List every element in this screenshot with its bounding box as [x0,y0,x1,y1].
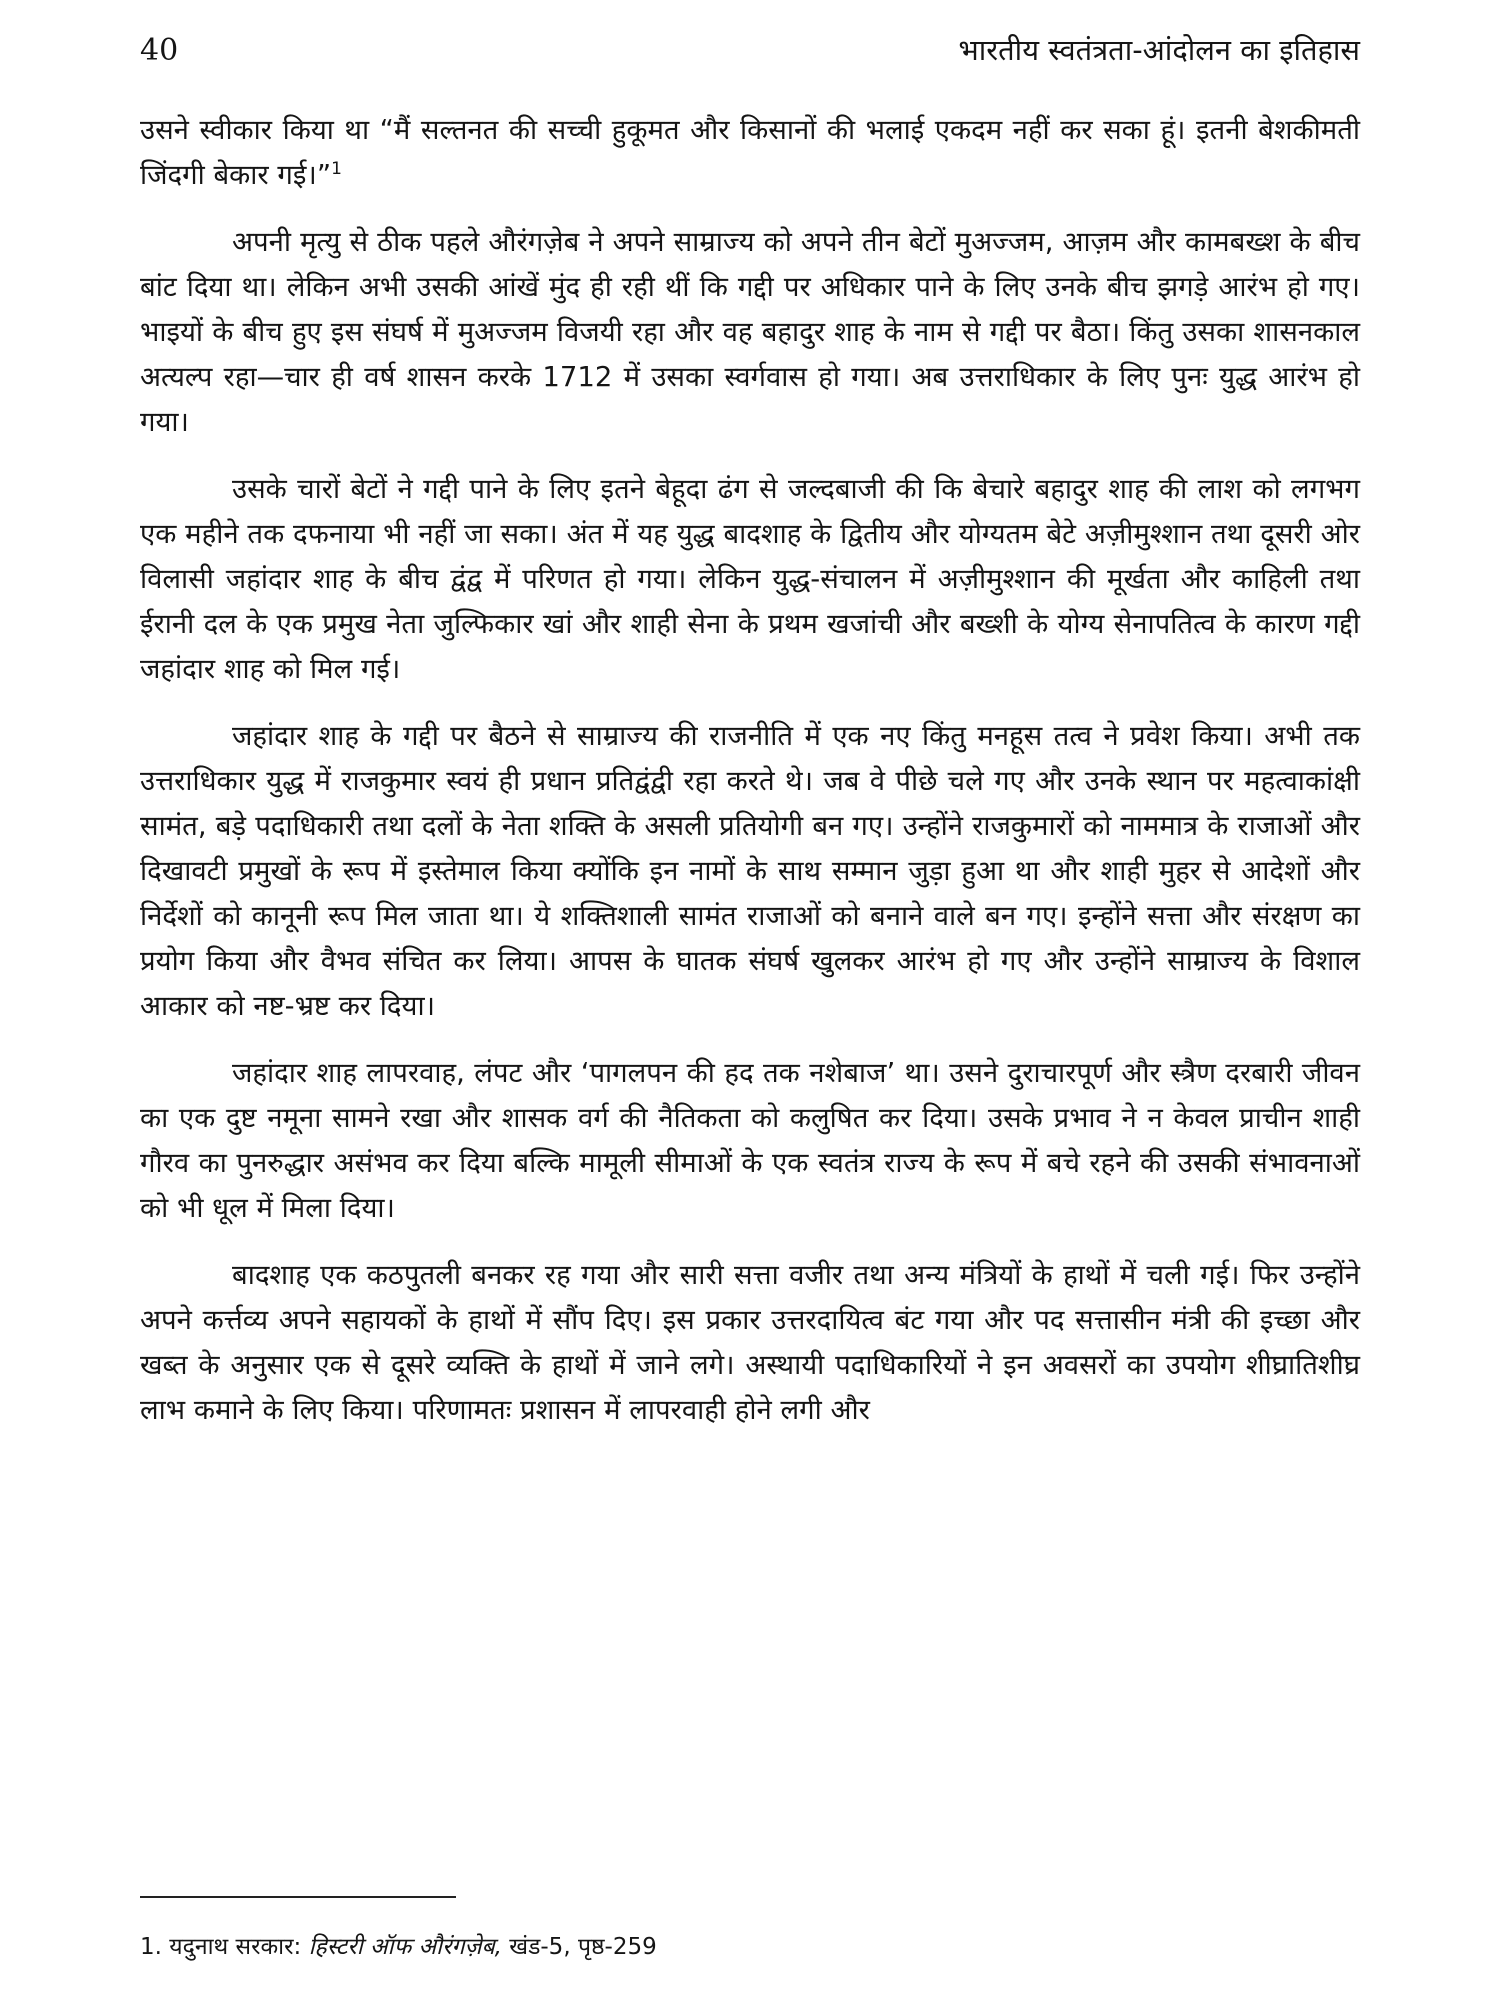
footnote-book-title: हिस्टरी ऑफ औरंगज़ेब, [308,1934,502,1960]
body-text [140,108,1360,1455]
paragraph-text: बादशाह एक कठपुतली बनकर रह गया और सारी सत्ता वजीर तथा अन्य मंत्रियों के हाथों में चली गई। फिर उन्होंने अपने कर्त्तव्य अपने सहायकों के हाथों में सौंप दिए। इस प्रकार उत्तरदायित्व बंट गया और पद सत्तासीन मंत्री की इच्छा और खब्त के अनुसार एक से दूसरे व्यक्ति के हाथों में जाने लगे। अस्थायी पदाधिकारियों ने इन अवसरों का उपयोग शीघ्रातिशीघ्र लाभ कमाने के लिए किया। परिणामतः प्रशासन में लापरवाही होने लगी और [140,1259,1360,1426]
paragraph-text: उसने स्वीकार किया था “मैं सल्तनत की सच्ची हुकूमत और किसानों की भलाई एकदम नहीं कर सका हूं। इतनी बेशकीमती जिंदगी बेकार गई।” [140,114,1360,191]
footnote-number: 1. [140,1934,162,1960]
paragraph [140,1051,1360,1231]
paragraph-text: जहांदार शाह लापरवाह, लंपट और ‘पागलपन की हद तक नशेबाज’ था। उसने दुराचारपूर्ण और स्त्रैण दरबारी जीवन का एक दुष्ट नमूना सामने रखा और शासक वर्ग की नैतिकता को कलुषित कर दिया। उसके प्रभाव ने न केवल प्राचीन शाही गौरव का पुनरुद्धार असंभव कर दिया बल्कि मामूली सीमाओं के एक स्वतंत्र राज्य के रूप में बचे रहने की उसकी संभावनाओं को भी धूल में मिला दिया। [140,1057,1360,1224]
paragraph [140,108,1360,198]
paragraph [140,467,1360,692]
paragraph-text: उसके चारों बेटों ने गद्दी पाने के लिए इतने बेहूदा ढंग से जल्दबाजी की कि बेचारे बहादुर शाह की लाश को लगभग एक महीने तक दफनाया भी नहीं जा सका। अंत में यह युद्ध बादशाह के द्वितीय और योग्यतम बेटे अज़ीमुश्शान तथा दूसरी ओर विलासी जहांदार शाह के बीच द्वंद्व में परिणत हो गया। लेकिन युद्ध-संचालन में अज़ीमुश्शान की मूर्खता और काहिली तथा ईरानी दल के एक प्रमुख नेता जुल्फिकार खां और शाही सेना के प्रथम खजांची और बख्शी के योग्य सेनापतित्व के कारण गद्दी जहांदार शाह को मिल गई। [140,473,1360,685]
paragraph [140,714,1360,1029]
footnote-author: यदुनाथ सरकार: [169,1934,302,1960]
page-number: 40 [140,33,179,68]
footnote-divider [140,1896,456,1898]
paragraph [140,1253,1360,1433]
paragraph-text: जहांदार शाह के गद्दी पर बैठने से साम्राज्य की राजनीति में एक नए किंतु मनहूस तत्व ने प्रवेश किया। अभी तक उत्तराधिकार युद्ध में राजकुमार स्वयं ही प्रधान प्रतिद्वंद्वी रहा करते थे। जब वे पीछे चले गए और उनके स्थान पर महत्वाकांक्षी सामंत, बड़े पदाधिकारी तथा दलों के नेता शक्ति के असली प्रतियोगी बन गए। उन्होंने राजकुमारों को नाममात्र के राजाओं और दिखावटी प्रमुखों के रूप में इस्तेमाल किया क्योंकि इन नामों के साथ सम्मान जुड़ा हुआ था और शाही मुहर से आदेशों और निर्देशों को कानूनी रूप मिल जाता था। ये शक्तिशाली सामंत राजाओं को बनाने वाले बन गए। इन्होंने सत्ता और संरक्षण का प्रयोग किया और वैभव संचित कर लिया। आपस के घातक संघर्ष खुलकर आरंभ हो गए और उन्होंने साम्राज्य के विशाल आकार को नष्ट-भ्रष्ट कर दिया। [140,720,1360,1022]
footnote [140,1932,657,1962]
paragraph [140,220,1360,445]
running-title: भारतीय स्वतंत्रता-आंदोलन का इतिहास [958,33,1360,67]
footnote-details: खंड-5, पृष्ठ-259 [509,1934,657,1960]
paragraph-text: अपनी मृत्यु से ठीक पहले औरंगज़ेब ने अपने साम्राज्य को अपने तीन बेटों मुअज्जम, आज़म और कामबख्श के बीच बांट दिया था। लेकिन अभी उसकी आंखें मुंद ही रही थीं कि गद्दी पर अधिकार पाने के लिए उनके बीच झगड़े आरंभ हो गए। भाइयों के बीच हुए इस संघर्ष में मुअज्जम विजयी रहा और वह बहादुर शाह के नाम से गद्दी पर बैठा। किंतु उसका शासनकाल अत्यल्प रहा—चार ही वर्ष शासन करके 1712 में उसका स्वर्गवास हो गया। अब उत्तराधिकार के लिए पुनः युद्ध आरंभ हो गया। [140,226,1360,438]
footnote-reference[interactable]: 1 [331,158,342,179]
page-header [140,30,1360,80]
